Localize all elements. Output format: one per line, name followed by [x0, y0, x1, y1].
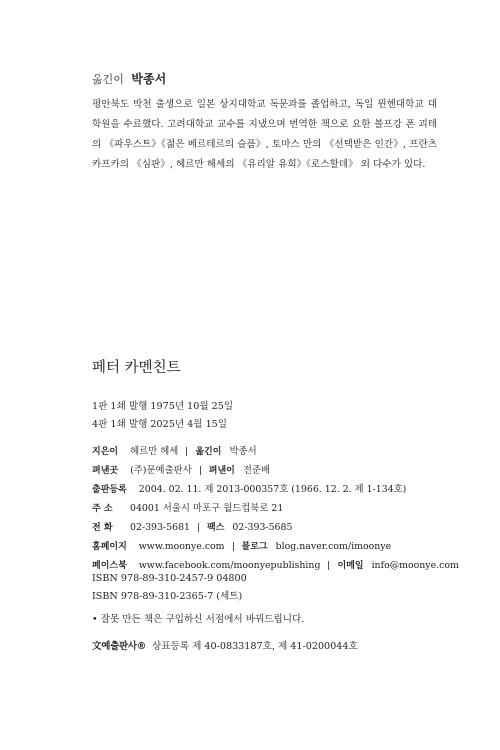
divider: [198, 523, 199, 532]
publisher-label: 펴낸곳: [92, 466, 119, 476]
registration-value: 2004. 02. 11. 제 2013-000357호 (1966. 12. 2. 제 1-134호): [138, 484, 407, 495]
divider: [186, 447, 187, 456]
divider: [328, 561, 329, 570]
fax-value: 02-393-5685: [232, 522, 293, 533]
isbn-block: [92, 570, 247, 606]
translator-header: [92, 70, 166, 87]
publisher-logo: 文예출판사®: [92, 641, 146, 652]
isbn-set: ISBN 978-89-310-2365-7 (세트): [92, 591, 243, 602]
translator-value: 박종서: [229, 446, 257, 457]
publisher-person-value: 전준배: [242, 465, 271, 476]
registration-label: 출판등록: [92, 485, 127, 495]
author-label: 지은이: [92, 447, 119, 457]
exchange-notice: • 잘못 만든 책은 구입하신 서점에서 바꿔드립니다.: [92, 614, 305, 625]
credits-row-registration: [92, 480, 459, 499]
edition-line-current: 4판 1쇄 발행 2025년 4월 15일: [92, 419, 228, 430]
facebook-label: 페이스북: [92, 561, 127, 571]
book-title: 페터 카멘친트: [92, 360, 181, 376]
credits-row-address: [92, 499, 459, 518]
translator-name: 박종서: [131, 72, 167, 86]
email-value: info@moonye.com: [371, 560, 459, 571]
trademark-text: 상표등록 제 40-0833187호, 제 41-0200044호: [151, 641, 358, 652]
trademark-line: [92, 638, 358, 652]
publication-info: [92, 442, 459, 575]
edition-line-first: 1판 1쇄 발행 1975년 10월 25일: [92, 401, 234, 412]
author-value: 헤르만 헤세: [130, 446, 179, 457]
publisher-value: (주)문예출판사: [130, 465, 192, 476]
translator-label: 옮긴이: [195, 447, 222, 457]
address-value: 04001 서울시 마포구 월드컵북로 21: [130, 503, 284, 514]
fax-label: 팩스: [207, 523, 225, 533]
edition-history: [92, 398, 233, 434]
publisher-person-label: 펴낸이: [208, 466, 235, 476]
blog-label: 블로그: [241, 542, 268, 552]
credits-row-phone: [92, 518, 459, 537]
credits-row-author: [92, 442, 459, 461]
translator-bio: 평안북도 박천 출생으로 일본 상지대학교 독문과를 졸업하고, 독일 뮌헨대학교 대학원을 수료했다. 고려대학교 교수를 지냈으며 번역한 책으로 요한 볼프강 폰 괴테의 《파우스트》《젊은 베르테르의 슬픔》, 토마스 만의 《선택받은 인간》, 프란츠 카프카의 《심판》, 헤르만 헤세의 《유리알 유희》《로스할데》 외 다수가 있다.: [92, 99, 437, 170]
translator-role-label: 옮긴이: [92, 73, 124, 86]
phone-label: 전 화: [92, 523, 113, 533]
phone-value: 02-393-5681: [130, 522, 191, 533]
credits-row-homepage: [92, 537, 459, 556]
divider: [200, 466, 201, 475]
isbn-volume: ISBN 978-89-310-2457-9 04800: [92, 573, 247, 584]
homepage-label: 홈페이지: [92, 542, 127, 552]
blog-value: blog.naver.com/imoonye: [275, 541, 392, 552]
credits-row-publisher: [92, 461, 459, 480]
facebook-value: www.facebook.com/moonyepublishing: [138, 560, 321, 571]
divider: [233, 542, 234, 551]
email-label: 이메일: [337, 561, 364, 571]
homepage-value: www.moonye.com: [138, 541, 225, 552]
address-label: 주 소: [92, 504, 113, 514]
